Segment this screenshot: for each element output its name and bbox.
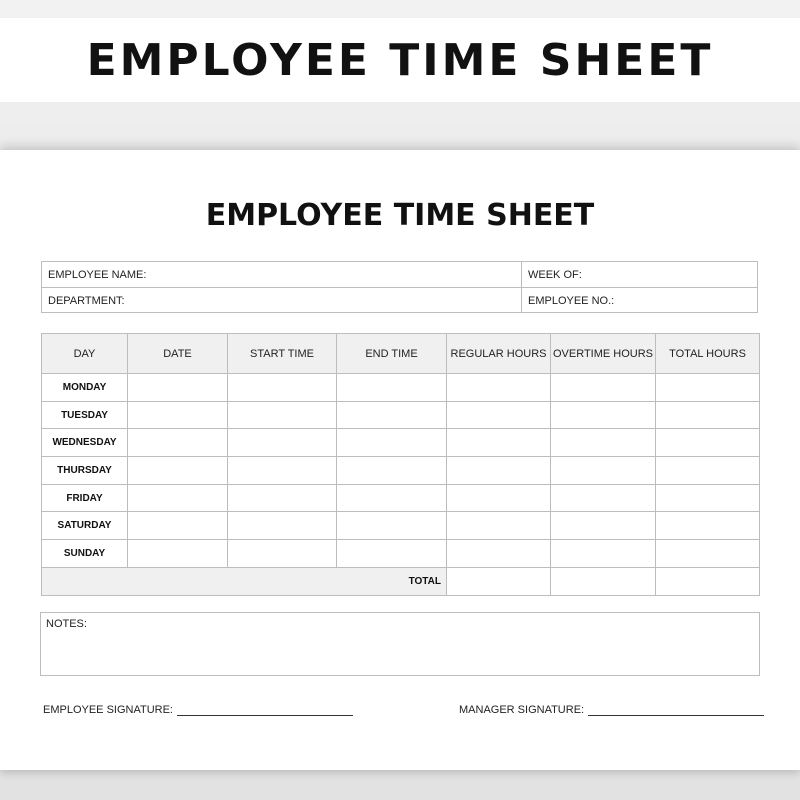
table-header-row: [42, 334, 760, 374]
page-title: EMPLOYEE TIME SHEET: [205, 198, 595, 233]
date-cell[interactable]: [128, 374, 228, 402]
end-time-cell[interactable]: [337, 457, 447, 485]
week-of-field[interactable]: [522, 262, 757, 287]
table-row: [42, 401, 760, 429]
date-cell[interactable]: [128, 484, 228, 512]
employee-name-field[interactable]: [42, 262, 521, 287]
banner: [0, 18, 800, 102]
overtime-hours-cell[interactable]: [551, 401, 656, 429]
total-row: [42, 567, 760, 595]
total-hours-cell[interactable]: [656, 401, 760, 429]
date-cell[interactable]: [128, 401, 228, 429]
time-table: [41, 333, 760, 596]
week-of-label: WEEK OF:: [528, 268, 582, 281]
column-header-start-time: START TIME: [228, 334, 337, 374]
total-label: TOTAL: [42, 567, 447, 595]
manager-signature-line[interactable]: [588, 704, 764, 716]
column-header-total-hours: TOTAL HOURS: [656, 334, 760, 374]
total-hours-cell[interactable]: [656, 512, 760, 540]
start-time-cell[interactable]: [228, 540, 337, 568]
table-row: [42, 457, 760, 485]
day-label: MONDAY: [42, 374, 128, 402]
day-label: WEDNESDAY: [42, 429, 128, 457]
regular-hours-cell[interactable]: [447, 512, 551, 540]
manager-signature-label: MANAGER SIGNATURE:: [459, 704, 585, 716]
employee-signature-line[interactable]: [177, 704, 353, 716]
start-time-cell[interactable]: [228, 374, 337, 402]
employee-signature: [43, 704, 353, 716]
total-hours-cell[interactable]: [656, 457, 760, 485]
day-label: FRIDAY: [42, 484, 128, 512]
date-cell[interactable]: [128, 457, 228, 485]
date-cell[interactable]: [128, 429, 228, 457]
regular-hours-total-cell[interactable]: [447, 567, 551, 595]
day-label: SUNDAY: [42, 540, 128, 568]
notes-label: NOTES:: [46, 618, 87, 630]
regular-hours-cell[interactable]: [447, 540, 551, 568]
regular-hours-cell[interactable]: [447, 401, 551, 429]
notes-box[interactable]: [40, 612, 760, 676]
regular-hours-cell[interactable]: [447, 457, 551, 485]
column-header-end-time: END TIME: [337, 334, 447, 374]
overtime-hours-cell[interactable]: [551, 457, 656, 485]
overtime-hours-cell[interactable]: [551, 512, 656, 540]
employee-name-label: EMPLOYEE NAME:: [48, 268, 147, 281]
start-time-cell[interactable]: [228, 457, 337, 485]
day-label: TUESDAY: [42, 401, 128, 429]
employee-signature-label: EMPLOYEE SIGNATURE:: [43, 704, 173, 716]
overtime-hours-cell[interactable]: [551, 540, 656, 568]
overtime-hours-cell[interactable]: [551, 484, 656, 512]
employee-no-label: EMPLOYEE NO.:: [528, 294, 615, 307]
date-cell[interactable]: [128, 512, 228, 540]
start-time-cell[interactable]: [228, 429, 337, 457]
column-header-regular-hours: REGULAR HOURS: [447, 334, 551, 374]
overtime-hours-total-cell[interactable]: [551, 567, 656, 595]
banner-title: EMPLOYEE TIME SHEET: [86, 34, 714, 86]
employee-no-field[interactable]: [522, 288, 757, 313]
total-hours-cell[interactable]: [656, 540, 760, 568]
department-field[interactable]: [42, 288, 521, 313]
manager-signature: [459, 704, 764, 716]
table-row: [42, 484, 760, 512]
table-row: [42, 540, 760, 568]
total-hours-total-cell[interactable]: [656, 567, 760, 595]
overtime-hours-cell[interactable]: [551, 429, 656, 457]
column-header-date: DATE: [128, 334, 228, 374]
column-header-overtime-hours: OVERTIME HOURS: [551, 334, 656, 374]
end-time-cell[interactable]: [337, 540, 447, 568]
start-time-cell[interactable]: [228, 401, 337, 429]
day-label: SATURDAY: [42, 512, 128, 540]
start-time-cell[interactable]: [228, 484, 337, 512]
column-header-day: DAY: [42, 334, 128, 374]
total-hours-cell[interactable]: [656, 484, 760, 512]
end-time-cell[interactable]: [337, 374, 447, 402]
start-time-cell[interactable]: [228, 512, 337, 540]
table-row: [42, 429, 760, 457]
end-time-cell[interactable]: [337, 429, 447, 457]
table-row: [42, 374, 760, 402]
date-cell[interactable]: [128, 540, 228, 568]
day-label: THURSDAY: [42, 457, 128, 485]
regular-hours-cell[interactable]: [447, 374, 551, 402]
end-time-cell[interactable]: [337, 484, 447, 512]
overtime-hours-cell[interactable]: [551, 374, 656, 402]
end-time-cell[interactable]: [337, 512, 447, 540]
regular-hours-cell[interactable]: [447, 429, 551, 457]
timesheet-page: [0, 150, 800, 770]
end-time-cell[interactable]: [337, 401, 447, 429]
regular-hours-cell[interactable]: [447, 484, 551, 512]
employee-info-box: [41, 261, 758, 313]
table-row: [42, 512, 760, 540]
total-hours-cell[interactable]: [656, 429, 760, 457]
total-hours-cell[interactable]: [656, 374, 760, 402]
department-label: DEPARTMENT:: [48, 294, 125, 307]
